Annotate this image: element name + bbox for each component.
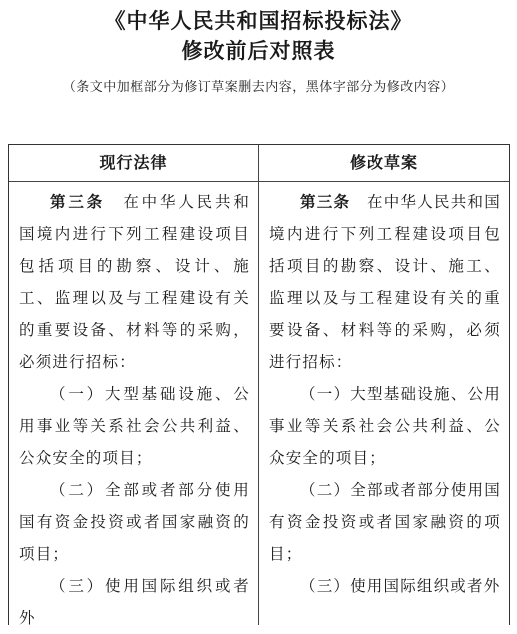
article-paragraph [269, 186, 501, 378]
item-paragraph: （一）大型基础设施、公用事业等关系社会公共利益、公众安全的项目； [19, 385, 250, 467]
current-law-column [9, 145, 259, 625]
article-label: 第三条 [300, 192, 351, 211]
document-title: 《中华人民共和国招标投标法》 [104, 8, 413, 33]
column-header-draft: 修改草案 [259, 145, 509, 182]
article-label: 第三条 [50, 192, 105, 211]
draft-body [259, 182, 509, 602]
item-paragraph: （一）大型基础设施、公用事业等关系社会公共利益、公众安全的项目； [269, 385, 501, 467]
draft-column [259, 145, 509, 625]
revision-note: （条文中加框部分为修订草案删去内容，黑体字部分为修改内容） [62, 80, 455, 95]
item-paragraph: （二）全部或者部分使用国有资金投资或者国家融资的项目； [19, 481, 250, 563]
article-text: 在中华人民共和国境内进行下列工程建设项目包括项目的勘察、设计、施工、监理以及与工程建设有关的重要设备、材料等的采购，必须进行招标： [269, 193, 501, 371]
column-header-current-law: 现行法律 [9, 145, 258, 182]
comparison-table [8, 144, 510, 625]
item-paragraph: （三）使用国际组织或者外 [19, 577, 250, 627]
item-paragraph: （三）使用国际组织或者外 [300, 577, 501, 595]
article-text: 在中华人民共和国境内进行下列工程建设项目包括项目的勘察、设计、施工、监理以及与工程建设有关的重要设备、材料等的采购，必须进行招标： [19, 193, 251, 371]
article-paragraph [19, 186, 250, 378]
item-paragraph: （二）全部或者部分使用国有资金投资或者国家融资的项目； [269, 481, 501, 563]
document-subtitle: 修改前后对照表 [181, 38, 336, 63]
current-law-body [9, 182, 258, 634]
